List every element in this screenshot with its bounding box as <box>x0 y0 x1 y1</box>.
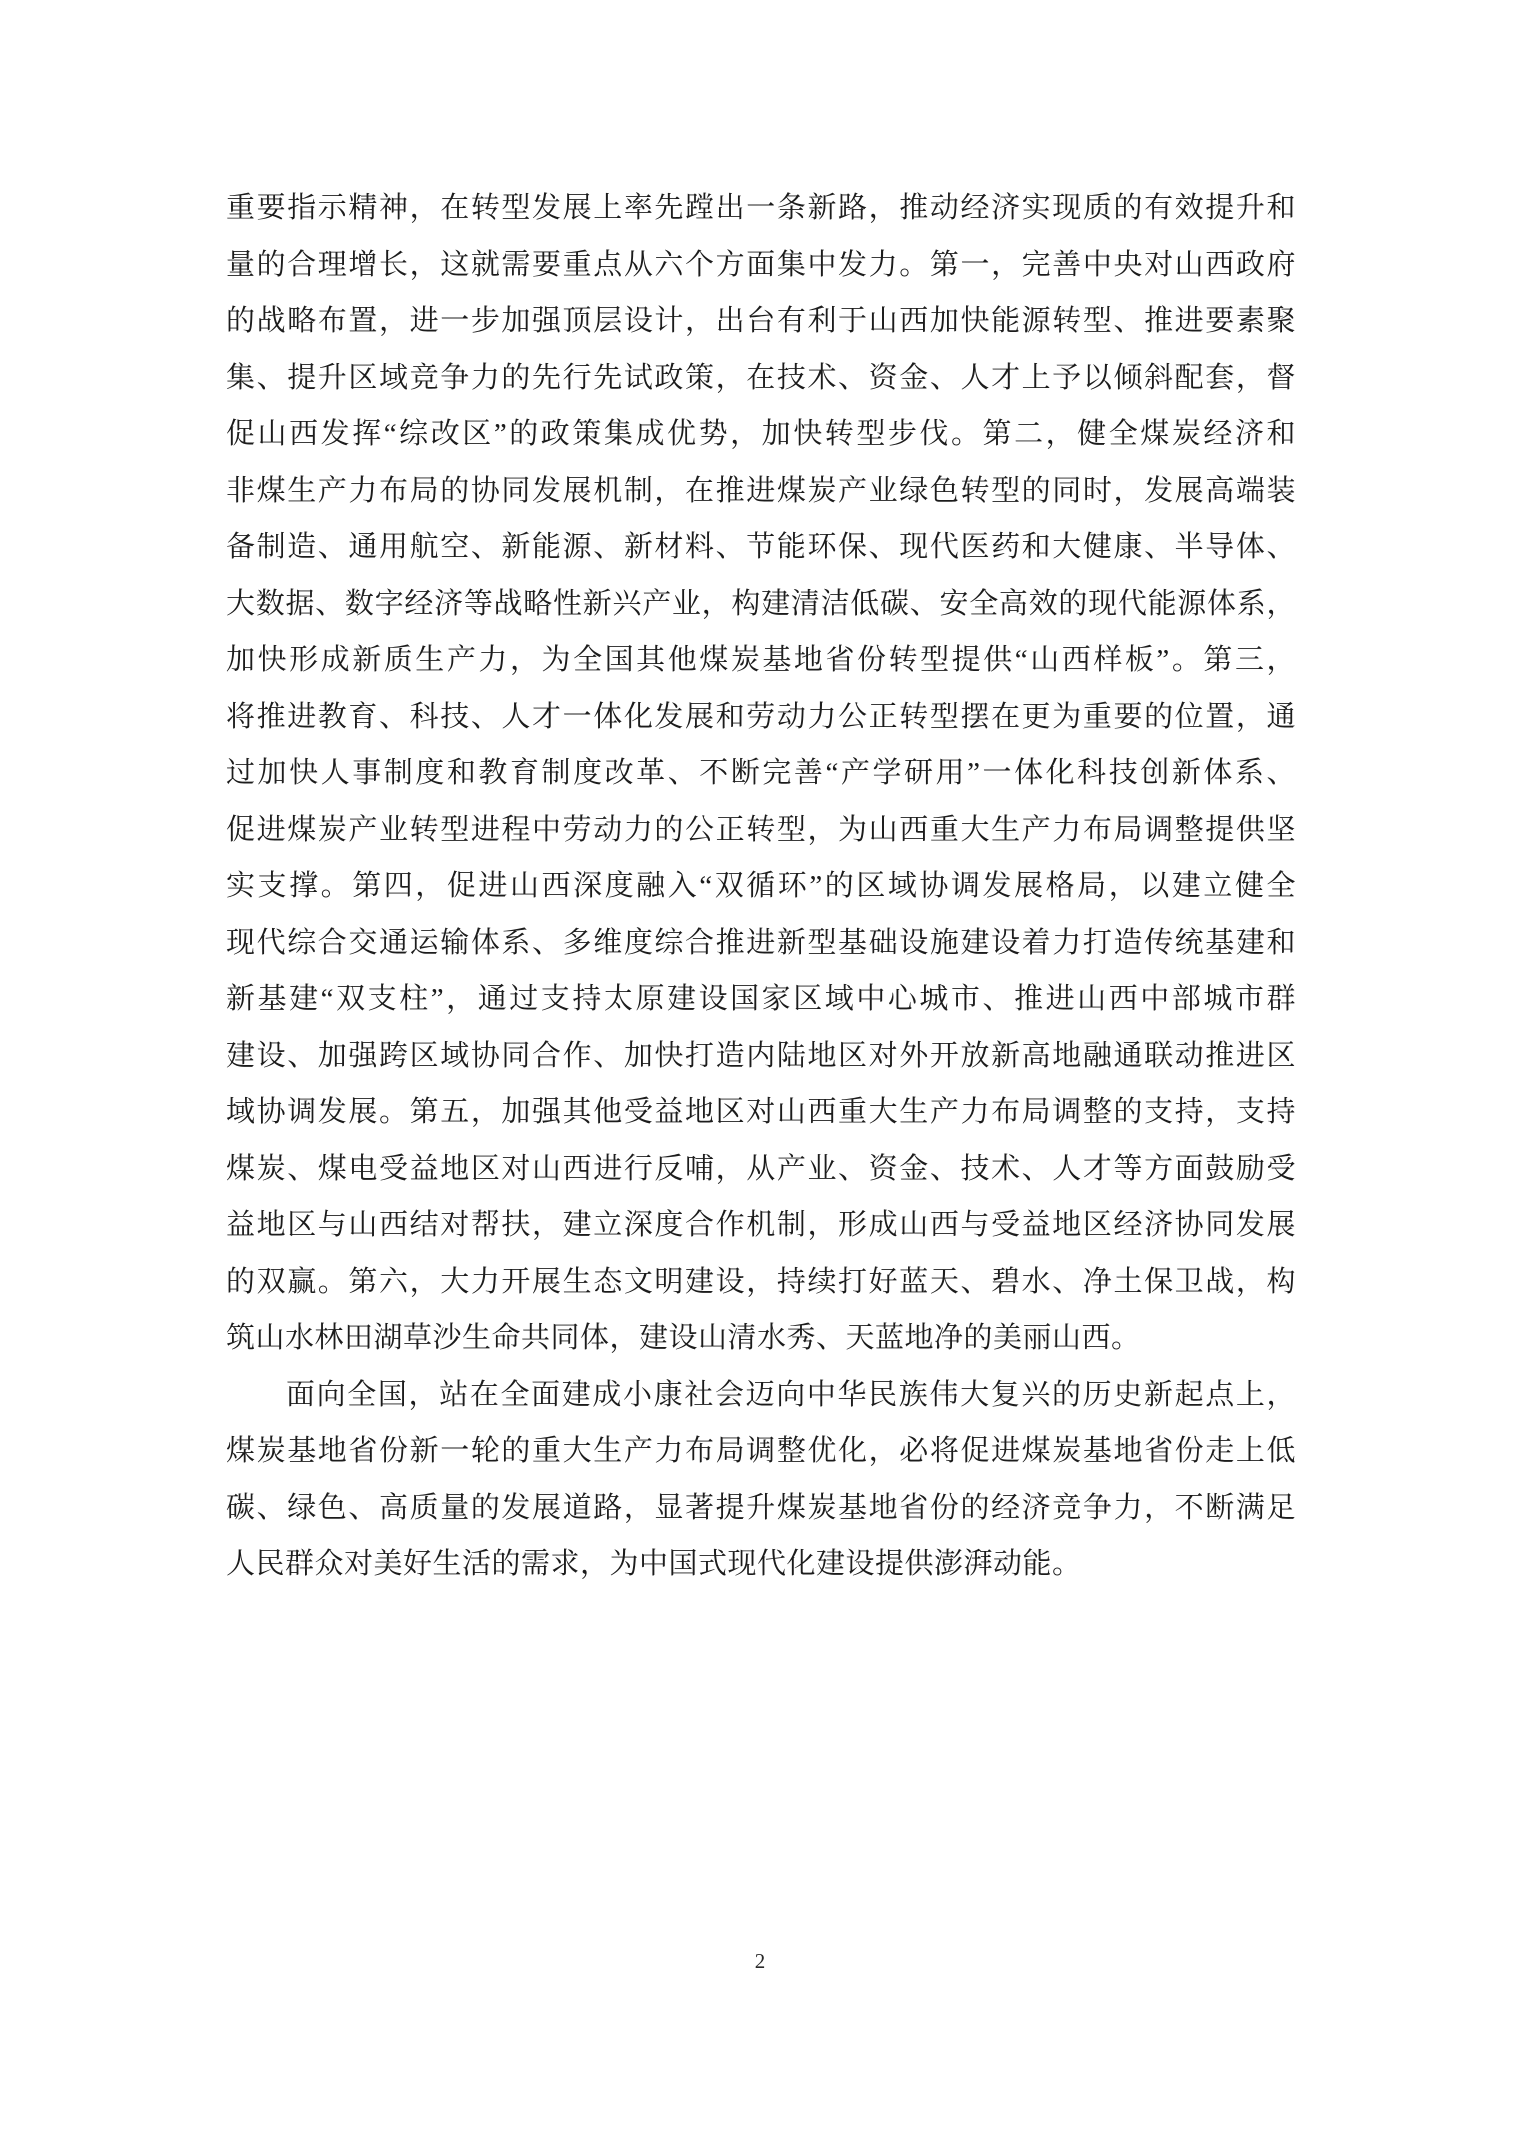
text-line: 实支撑。第四，促进山西深度融入“双循环”的区域协调发展格局，以建立健全 <box>226 870 1296 902</box>
text-line: 将推进教育、科技、人才一体化发展和劳动力公正转型摆在更为重要的位置，通 <box>226 700 1296 733</box>
text-line: 重要指示精神，在转型发展上率先蹚出一条新路，推动经济实现质的有效提升和 <box>226 192 1296 224</box>
text-line: 益地区与山西结对帮扶，建立深度合作机制，形成山西与受益地区经济协同发展 <box>226 1209 1296 1241</box>
text-line: 面向全国，站在全面建成小康社会迈向中华民族伟大复兴的历史新起点上， <box>286 1378 1296 1411</box>
text-line: 的战略布置，进一步加强顶层设计，出台有利于山西加快能源转型、推进要素聚 <box>226 305 1296 337</box>
text-block <box>226 180 1296 1593</box>
text-line: 煤炭基地省份新一轮的重大生产力布局调整优化，必将促进煤炭基地省份走上低 <box>226 1435 1296 1467</box>
text-line: 煤炭、煤电受益地区对山西进行反哺，从产业、资金、技术、人才等方面鼓励受 <box>226 1152 1296 1185</box>
text-line: 的双赢。第六，大力开展生态文明建设，持续打好蓝天、碧水、净土保卫战，构 <box>226 1265 1296 1298</box>
text-line: 现代综合交通运输体系、多维度综合推进新型基础设施建设着力打造传统基建和 <box>226 926 1296 959</box>
page-number: 2 <box>754 1949 766 1973</box>
text-line: 促山西发挥“综改区”的政策集成优势，加快转型步伐。第二，健全煤炭经济和 <box>226 418 1296 450</box>
text-line: 建设、加强跨区域协同合作、加快打造内陆地区对外开放新高地融通联动推进区 <box>226 1039 1296 1072</box>
text-line: 筑山水林田湖草沙生命共同体，建设山清水秀、天蓝地净的美丽山西。 <box>226 1322 1141 1354</box>
text-line: 碳、绿色、高质量的发展道路，显著提升煤炭基地省份的经济竞争力，不断满足 <box>226 1491 1296 1524</box>
text-line: 集、提升区域竞争力的先行先试政策，在技术、资金、人才上予以倾斜配套，督 <box>226 361 1296 394</box>
paragraph-2 <box>226 1367 1296 1593</box>
text-line: 备制造、通用航空、新能源、新材料、节能环保、现代医药和大健康、半导体、 <box>226 531 1296 563</box>
text-line: 加快形成新质生产力，为全国其他煤炭基地省份转型提供“山西样板”。第三， <box>226 644 1296 676</box>
paragraph-1 <box>226 180 1296 1367</box>
text-line: 大数据、数字经济等战略性新兴产业，构建清洁低碳、安全高效的现代能源体系， <box>226 587 1296 620</box>
text-line: 非煤生产力布局的协同发展机制，在推进煤炭产业绿色转型的同时，发展高端装 <box>226 474 1296 507</box>
text-line: 人民群众对美好生活的需求，为中国式现代化建设提供澎湃动能。 <box>226 1548 1082 1580</box>
text-line: 促进煤炭产业转型进程中劳动力的公正转型，为山西重大生产力布局调整提供坚 <box>226 813 1296 846</box>
text-line: 量的合理增长，这就需要重点从六个方面集中发力。第一，完善中央对山西政府 <box>226 248 1296 281</box>
text-line: 域协调发展。第五，加强其他受益地区对山西重大生产力布局调整的支持，支持 <box>226 1096 1296 1128</box>
text-line: 过加快人事制度和教育制度改革、不断完善“产学研用”一体化科技创新体系、 <box>226 757 1296 789</box>
text-line: 新基建“双支柱”，通过支持太原建设国家区域中心城市、推进山西中部城市群 <box>226 983 1296 1015</box>
